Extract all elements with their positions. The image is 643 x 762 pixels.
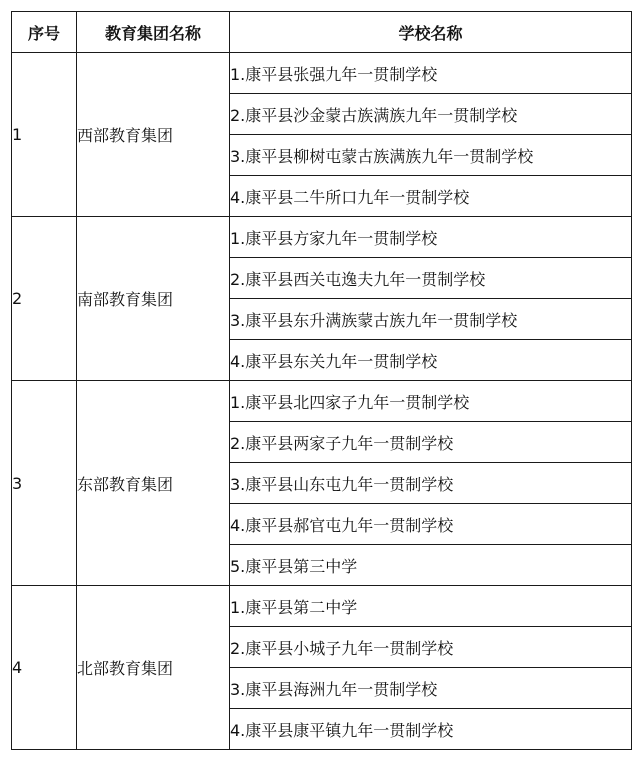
school-name: 3.康平县海洲九年一贯制学校 [230, 668, 632, 709]
school-name: 2.康平县小城子九年一贯制学校 [230, 627, 632, 668]
table-row [12, 586, 632, 627]
school-name: 1.康平县方家九年一贯制学校 [230, 217, 632, 258]
header-group-name: 教育集团名称 [77, 12, 230, 53]
school-name: 1.康平县张强九年一贯制学校 [230, 53, 632, 94]
table-body [12, 53, 632, 750]
school-name: 4.康平县二牛所口九年一贯制学校 [230, 176, 632, 217]
table-row [12, 217, 632, 258]
group-number: 2 [12, 217, 77, 381]
header-school-name: 学校名称 [230, 12, 632, 53]
school-name: 1.康平县第二中学 [230, 586, 632, 627]
school-name: 2.康平县西关屯逸夫九年一贯制学校 [230, 258, 632, 299]
group-number: 1 [12, 53, 77, 217]
group-name: 北部教育集团 [77, 586, 230, 750]
group-name: 西部教育集团 [77, 53, 230, 217]
group-number: 4 [12, 586, 77, 750]
school-name: 2.康平县沙金蒙古族满族九年一贯制学校 [230, 94, 632, 135]
table-row [12, 53, 632, 94]
table-header [12, 12, 632, 53]
group-name: 南部教育集团 [77, 217, 230, 381]
school-name: 4.康平县东关九年一贯制学校 [230, 340, 632, 381]
school-name: 4.康平县康平镇九年一贯制学校 [230, 709, 632, 750]
group-name: 东部教育集团 [77, 381, 230, 586]
school-name: 1.康平县北四家子九年一贯制学校 [230, 381, 632, 422]
header-row [12, 12, 632, 53]
education-group-table [11, 11, 632, 750]
school-name: 5.康平县第三中学 [230, 545, 632, 586]
school-name: 4.康平县郝官屯九年一贯制学校 [230, 504, 632, 545]
group-number: 3 [12, 381, 77, 586]
header-number: 序号 [12, 12, 77, 53]
school-name: 2.康平县两家子九年一贯制学校 [230, 422, 632, 463]
table-row [12, 381, 632, 422]
school-name: 3.康平县山东屯九年一贯制学校 [230, 463, 632, 504]
school-name: 3.康平县柳树屯蒙古族满族九年一贯制学校 [230, 135, 632, 176]
school-name: 3.康平县东升满族蒙古族九年一贯制学校 [230, 299, 632, 340]
